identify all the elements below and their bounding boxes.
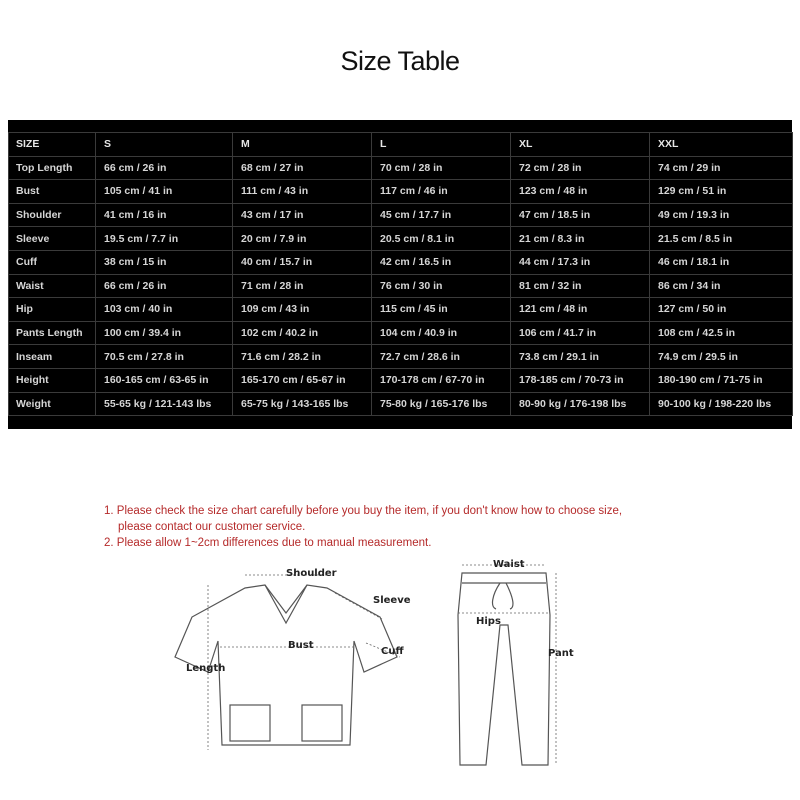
table-row (9, 392, 793, 416)
table-cell: 127 cm / 50 in (650, 298, 793, 322)
table-row (9, 274, 793, 298)
label-sleeve: Sleeve (373, 595, 411, 606)
table-cell: 102 cm / 40.2 in (233, 321, 372, 345)
table-cell: 55-65 kg / 121-143 lbs (96, 392, 233, 416)
row-label: Weight (9, 392, 96, 416)
table-cell: 129 cm / 51 in (650, 180, 793, 204)
table-cell: 72 cm / 28 in (511, 156, 650, 180)
row-label: Bust (9, 180, 96, 204)
table-cell: 123 cm / 48 in (511, 180, 650, 204)
table-cell: 21.5 cm / 8.5 in (650, 227, 793, 251)
table-cell: 44 cm / 17.3 in (511, 250, 650, 274)
table-cell: 108 cm / 42.5 in (650, 321, 793, 345)
row-label: Shoulder (9, 203, 96, 227)
table-row (9, 203, 793, 227)
table-cell: 70 cm / 28 in (372, 156, 511, 180)
scrub-top-right-pocket (302, 705, 342, 741)
size-notes (104, 503, 622, 551)
table-cell: 49 cm / 19.3 in (650, 203, 793, 227)
scrub-top-left-pocket (230, 705, 270, 741)
table-header-cell: XXL (650, 133, 793, 157)
table-row (9, 298, 793, 322)
table-row (9, 227, 793, 251)
table-header-cell: M (233, 133, 372, 157)
table-cell: 106 cm / 41.7 in (511, 321, 650, 345)
table-cell: 104 cm / 40.9 in (372, 321, 511, 345)
row-label: Hip (9, 298, 96, 322)
table-row (9, 156, 793, 180)
table-cell: 74 cm / 29 in (650, 156, 793, 180)
note-contact-service: please contact our customer service. (118, 521, 306, 533)
note-measurement-difference: 2. Please allow 1~2cm differences due to manual measurement. (104, 537, 432, 549)
table-cell: 115 cm / 45 in (372, 298, 511, 322)
table-cell: 117 cm / 46 in (372, 180, 511, 204)
table-row (9, 321, 793, 345)
table-cell: 20.5 cm / 8.1 in (372, 227, 511, 251)
table-cell: 70.5 cm / 27.8 in (96, 345, 233, 369)
table-cell: 111 cm / 43 in (233, 180, 372, 204)
page-title: Size Table (340, 46, 460, 76)
table-header-cell: L (372, 133, 511, 157)
table-cell: 81 cm / 32 in (511, 274, 650, 298)
table-cell: 41 cm / 16 in (96, 203, 233, 227)
table-cell: 68 cm / 27 in (233, 156, 372, 180)
table-cell: 45 cm / 17.7 in (372, 203, 511, 227)
note-check-size: 1. Please check the size chart carefully before you buy the item, if you don't know how to choose size, (104, 505, 623, 517)
table-header-cell: S (96, 133, 233, 157)
row-label: Height (9, 368, 96, 392)
table-cell: 86 cm / 34 in (650, 274, 793, 298)
table-cell: 165-170 cm / 65-67 in (233, 368, 372, 392)
garment-measurement-diagram (170, 555, 620, 800)
row-label: Inseam (9, 345, 96, 369)
table-cell: 72.7 cm / 28.6 in (372, 345, 511, 369)
table-cell: 71.6 cm / 28.2 in (233, 345, 372, 369)
table-cell: 66 cm / 26 in (96, 156, 233, 180)
table-cell: 19.5 cm / 7.7 in (96, 227, 233, 251)
table-cell: 160-165 cm / 63-65 in (96, 368, 233, 392)
table-cell: 21 cm / 8.3 in (511, 227, 650, 251)
label-bust: Bust (288, 640, 314, 651)
table-cell: 80-90 kg / 176-198 lbs (511, 392, 650, 416)
table-cell: 178-185 cm / 70-73 in (511, 368, 650, 392)
row-label: Top Length (9, 156, 96, 180)
table-cell: 103 cm / 40 in (96, 298, 233, 322)
table-cell: 75-80 kg / 165-176 lbs (372, 392, 511, 416)
label-waist: Waist (493, 559, 525, 570)
table-cell: 100 cm / 39.4 in (96, 321, 233, 345)
label-pant: Pant (548, 648, 574, 659)
table-cell: 180-190 cm / 71-75 in (650, 368, 793, 392)
table-cell: 20 cm / 7.9 in (233, 227, 372, 251)
table-cell: 47 cm / 18.5 in (511, 203, 650, 227)
size-table (8, 132, 793, 416)
label-cuff: Cuff (381, 646, 404, 657)
scrub-pants-outline (458, 573, 550, 765)
label-hips: Hips (476, 616, 501, 627)
table-row (9, 368, 793, 392)
table-cell: 42 cm / 16.5 in (372, 250, 511, 274)
row-label: Waist (9, 274, 96, 298)
table-cell: 38 cm / 15 in (96, 250, 233, 274)
scrub-pants-drawstring (493, 583, 513, 609)
table-row (9, 345, 793, 369)
table-cell: 109 cm / 43 in (233, 298, 372, 322)
table-cell: 66 cm / 26 in (96, 274, 233, 298)
table-cell: 65-75 kg / 143-165 lbs (233, 392, 372, 416)
table-header-cell: SIZE (9, 133, 96, 157)
table-cell: 71 cm / 28 in (233, 274, 372, 298)
table-cell: 46 cm / 18.1 in (650, 250, 793, 274)
row-label: Pants Length (9, 321, 96, 345)
label-length: Length (186, 663, 226, 674)
table-row (9, 250, 793, 274)
row-label: Cuff (9, 250, 96, 274)
table-cell: 170-178 cm / 67-70 in (372, 368, 511, 392)
table-cell: 40 cm / 15.7 in (233, 250, 372, 274)
table-row (9, 180, 793, 204)
table-header-row (9, 133, 793, 157)
table-cell: 73.8 cm / 29.1 in (511, 345, 650, 369)
table-cell: 76 cm / 30 in (372, 274, 511, 298)
row-label: Sleeve (9, 227, 96, 251)
table-cell: 121 cm / 48 in (511, 298, 650, 322)
size-table-panel (8, 120, 792, 429)
scrub-top-collar (265, 585, 307, 613)
label-shoulder: Shoulder (286, 568, 337, 579)
table-cell: 43 cm / 17 in (233, 203, 372, 227)
garment-illustration (170, 555, 620, 800)
table-cell: 74.9 cm / 29.5 in (650, 345, 793, 369)
table-cell: 90-100 kg / 198-220 lbs (650, 392, 793, 416)
table-header-cell: XL (511, 133, 650, 157)
table-cell: 105 cm / 41 in (96, 180, 233, 204)
